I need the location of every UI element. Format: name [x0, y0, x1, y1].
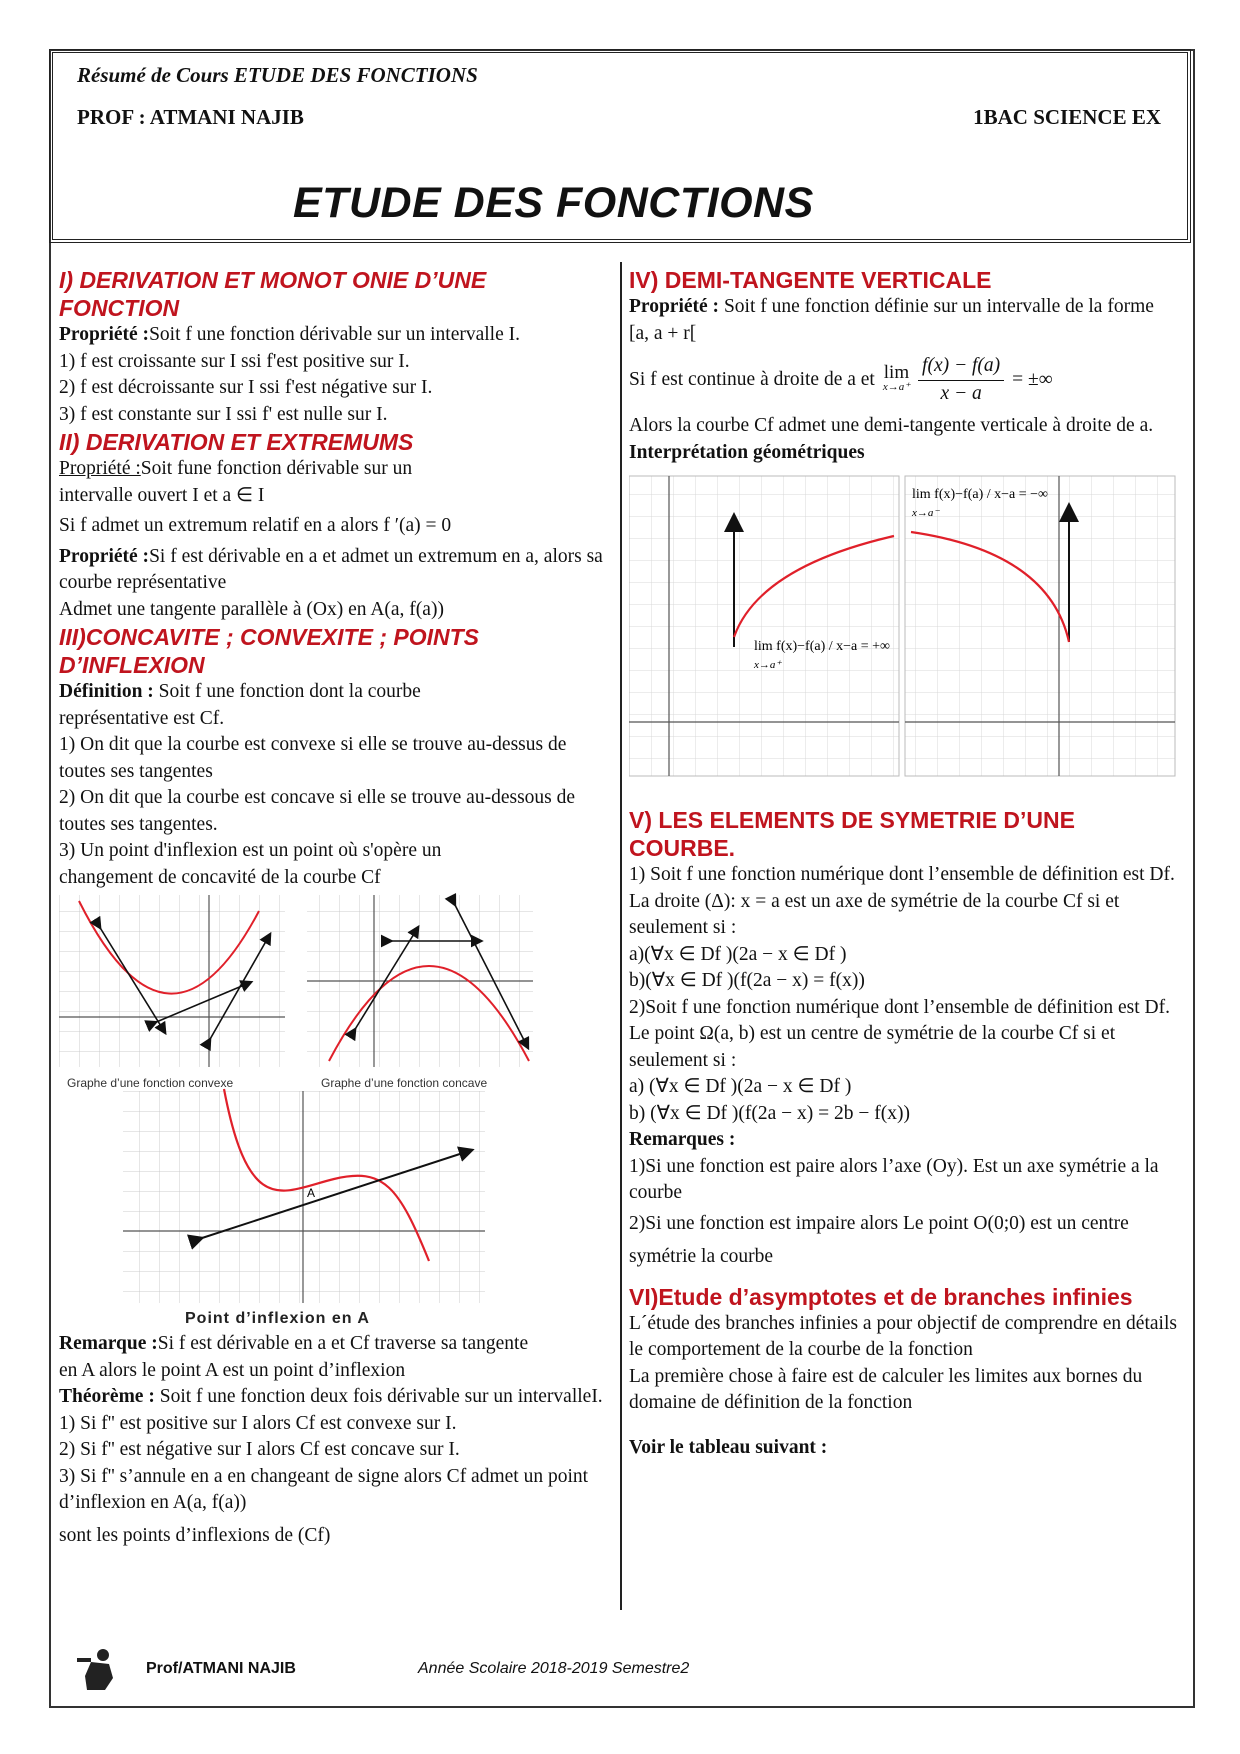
s3-line-1: 1) On dit que la courbe est convexe si elle se trouve au-dessus de toutes ses tangentes	[59, 734, 567, 782]
s5-b: b)(∀x ∈ Df )(f(2a − x) = f(x))	[629, 970, 865, 991]
s6-p2: La première chose à faire est de calculer les limites aux bornes du domaine de définition de la fonction	[629, 1365, 1143, 1413]
theorem	[59, 1384, 611, 1411]
s5-c: a) (∀x ∈ Df )(2a − x ∈ Df )	[629, 1076, 852, 1097]
inflexion-graph	[123, 1089, 485, 1303]
teacher-name: PROF : ATMANI NAJIB	[77, 105, 304, 129]
remark-2: 2)Si une fonction est impaire alors Le point O(0;0) est un centre symétrie la courbe	[629, 1212, 1129, 1267]
class-label: 1BAC SCIENCE EX	[973, 105, 1161, 129]
s5-p3: 2)Soit f une fonction numérique dont l’ensemble de définition est Df.	[629, 996, 1171, 1018]
limit-fraction	[918, 353, 1004, 407]
limit-lim: lim	[883, 362, 910, 383]
half-tangent-figures	[629, 472, 1177, 780]
page-title: ETUDE DES FONCTIONS	[293, 179, 814, 227]
s2-property-2-text: Si f est dérivable en a et admet un extremum en a, alors sa courbe représentative	[59, 545, 603, 593]
s1-property-text: Soit f une fonction dérivable sur un intervalle I.	[149, 324, 521, 345]
s2-extremum: Si f admet un extremum relatif en a alors f ′(a) = 0	[59, 515, 452, 536]
s2-property-label: Propriété :	[59, 458, 141, 479]
s5-p4: Le point Ω(a, b) est un centre de symétrie de la courbe Cf si et seulement si :	[629, 1023, 1116, 1071]
left-column	[59, 266, 611, 1549]
s3-definition	[59, 679, 479, 732]
s6-p1: L´étude des branches infinies a pour objectif de comprendre en détails le comportement de la courbe de la fonction	[629, 1312, 1177, 1360]
s3-line-2: 2) On dit que la courbe est concave si elle se trouve au-dessous de toutes ses tangentes.	[59, 787, 576, 835]
concave-caption: Graphe d’une fonction concave	[321, 1076, 488, 1090]
remark-1: 1)Si une fonction est paire alors l’axe (Oy). Est un axe symétrie a la courbe	[629, 1155, 1159, 1203]
section-5-title: V) LES ELEMENTS DE SYMETRIE D’UNE COURBE.	[629, 807, 1075, 861]
section-1-title: I) DERIVATION ET MONOT ONIE D’UNE FONCTION	[59, 267, 487, 321]
s3-line-3: 3) Un point d'inflexion est un point où s'opère un changement de concavité de la courbe Cf	[59, 840, 442, 888]
theorem-label: Théorème :	[59, 1386, 155, 1407]
g1-limit: lim f(x)−f(a) / x−a = +∞	[754, 639, 891, 654]
s2-property-2	[59, 544, 611, 597]
remark-label: Remarque :	[59, 1333, 158, 1354]
section-3-title: III)CONCAVITE ; CONVEXITE ; POINTS D’INFLEXION	[59, 624, 479, 678]
s4-interpretation: Interprétation géométriques	[629, 441, 865, 463]
s4-property-text: Soit f une fonction définie sur un intervalle de la forme [a, a + r[	[629, 296, 1154, 344]
s1-line-3: 3) f est constante sur I ssi f' est nulle sur I.	[59, 403, 388, 425]
s2-property	[59, 456, 479, 509]
point-a-label: A	[307, 1186, 316, 1200]
s4-property	[629, 294, 1177, 347]
s5-d: b) (∀x ∈ Df )(f(2a − x) = 2b − f(x))	[629, 1102, 910, 1124]
section-4-title: IV) DEMI-TANGENTE VERTICALE	[629, 267, 992, 293]
limit-operator	[882, 362, 911, 394]
s4-alors: Alors la courbe Cf admet une demi-tangente verticale à droite de a.	[629, 415, 1154, 436]
header-box	[49, 49, 1191, 243]
s3-definition-text: Soit f une fonction dont la courbe représentative est Cf.	[59, 681, 421, 729]
s4-limit-line	[629, 353, 1177, 407]
right-column	[629, 266, 1177, 1461]
section-2-title: II) DERIVATION ET EXTREMUMS	[59, 429, 414, 455]
g2-limit: lim f(x)−f(a) / x−a = −∞	[912, 487, 1049, 502]
s6-voir: Voir le tableau suivant :	[629, 1436, 828, 1458]
remark-text: Si f est dérivable en a et Cf traverse sa tangente en A alors le point A est un point d’inflexion	[59, 1333, 529, 1381]
g2-limit-sub: x→a⁻	[912, 507, 940, 519]
remark	[59, 1331, 549, 1384]
inflexion-caption: Point d’inflexion en A	[185, 1310, 370, 1327]
footer-year: Année Scolaire 2018-2019 Semestre2	[418, 1660, 690, 1677]
convex-graph	[59, 895, 285, 1067]
footer-logo	[75, 1646, 121, 1692]
concave-graph	[307, 895, 533, 1067]
convex-caption: Graphe d’une fonction convexe	[67, 1076, 234, 1090]
theorem-text: Soit f une fonction deux fois dérivable sur un intervalleI.	[159, 1386, 603, 1407]
remarks-label: Remarques :	[629, 1129, 736, 1150]
s5-a: a)(∀x ∈ Df )(2a − x ∈ Df )	[629, 943, 847, 965]
s1-line-1: 1) f est croissante sur I ssi f'est positive sur I.	[59, 350, 410, 372]
section-6-title: VI)Etude d’asymptotes et de branches infinies	[629, 1283, 1133, 1310]
s5-p1: 1) Soit f une fonction numérique dont l’ensemble de définition est Df.	[629, 864, 1175, 885]
s2-property-2b: Admet une tangente parallèle à (Ox) en A(a, f(a))	[59, 598, 444, 620]
s4-si-text: Si f est continue à droite de a et	[629, 368, 875, 390]
concavity-figures	[59, 891, 611, 1331]
s4-property-label: Propriété :	[629, 296, 720, 317]
theorem-line-1: 1) Si f'' est positive sur I alors Cf est convexe sur I.	[59, 1412, 457, 1434]
s1-line-2: 2) f est décroissante sur I ssi f'est négative sur I.	[59, 377, 433, 398]
course-summary-label: Résumé de Cours ETUDE DES FONCTIONS	[77, 63, 478, 87]
s3-definition-label: Définition :	[59, 681, 154, 702]
limit-sub: x→a⁺	[882, 381, 911, 393]
s2-property-2-label: Propriété :	[59, 545, 150, 567]
s2-property-text: Soit fune fonction dérivable sur un intervalle ouvert I et a ∈ I	[59, 458, 413, 506]
right-half-tangent-graph	[629, 476, 899, 776]
g1-limit-sub: x→a⁺	[754, 659, 782, 671]
footer-prof: Prof/ATMANI NAJIB	[146, 1660, 296, 1677]
theorem-line-3: 3) Si f'' s’annule en a en changeant de signe alors Cf admet un point d’inflexion en A(a, f(a))	[59, 1465, 589, 1513]
s1-property	[59, 322, 611, 349]
limit-result: = ±∞	[1012, 368, 1053, 390]
theorem-line-2: 2) Si f'' est négative sur I alors Cf est concave sur I.	[59, 1439, 460, 1460]
s1-property-label: Propriété :	[59, 324, 150, 345]
fraction-denominator: x − a	[940, 382, 982, 404]
s5-p2: La droite (Δ): x = a est un axe de symétrie de la courbe Cf si et seulement si :	[629, 890, 1120, 938]
theorem-line-4: sont les points d’inflexions de (Cf)	[59, 1524, 331, 1546]
left-half-tangent-graph	[905, 476, 1175, 776]
column-divider	[620, 262, 622, 1610]
fraction-numerator: f(x) − f(a)	[918, 353, 1004, 381]
